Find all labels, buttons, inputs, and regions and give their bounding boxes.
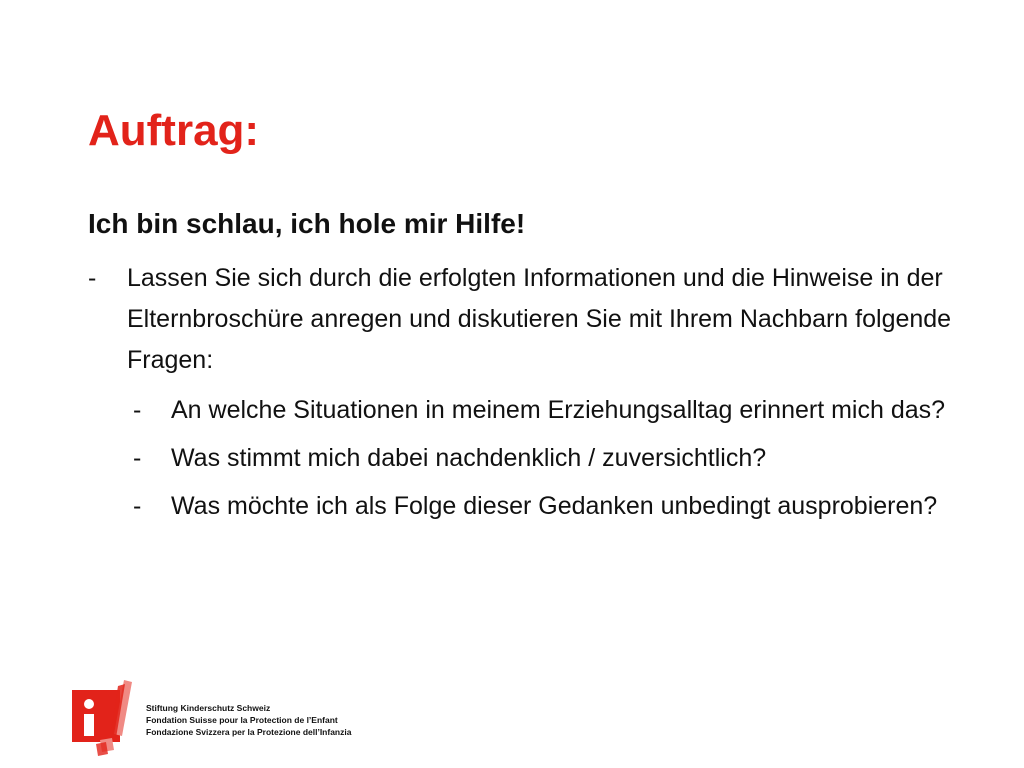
slide-title: Auftrag: [88,106,260,155]
sub-bullet-list [88,390,968,527]
sub-bullet-marker: - [133,492,142,520]
footer [72,678,392,758]
sub-bullet-marker: - [133,444,142,472]
sub-bullet-marker: - [133,396,142,424]
bullet-list [88,258,968,534]
org-name-fr: Fondation Suisse pour la Protection de l’Enfant [146,715,338,725]
org-name-block [146,702,351,738]
sub-bullet-text: Was möchte ich als Folge dieser Gedanken unbedingt ausprobieren? [171,492,938,520]
sub-bullet-text: Was stimmt mich dabei nachdenklich / zuversichtlich? [171,444,767,472]
kinderschutz-logo-icon [72,678,142,758]
sub-bullet-item [133,486,968,527]
bullet-marker: - [88,264,97,292]
sub-bullet-item [133,438,968,479]
org-name-it: Fondazione Svizzera per la Protezione dell’Infanzia [146,727,352,737]
bullet-item [88,258,968,381]
slide-subtitle: Ich bin schlau, ich hole mir Hilfe! [88,208,526,239]
org-name-de: Stiftung Kinderschutz Schweiz [146,703,271,713]
sub-bullet-item [133,390,968,431]
sub-bullet-text: An welche Situationen in meinem Erziehungsalltag erinnert mich das? [171,396,946,424]
bullet-text: Lassen Sie sich durch die erfolgten Informationen und die Hinweise in der Elternbroschüre anregen und diskutieren Sie mit Ihrem Nachbarn folgende Fragen: [127,264,952,374]
